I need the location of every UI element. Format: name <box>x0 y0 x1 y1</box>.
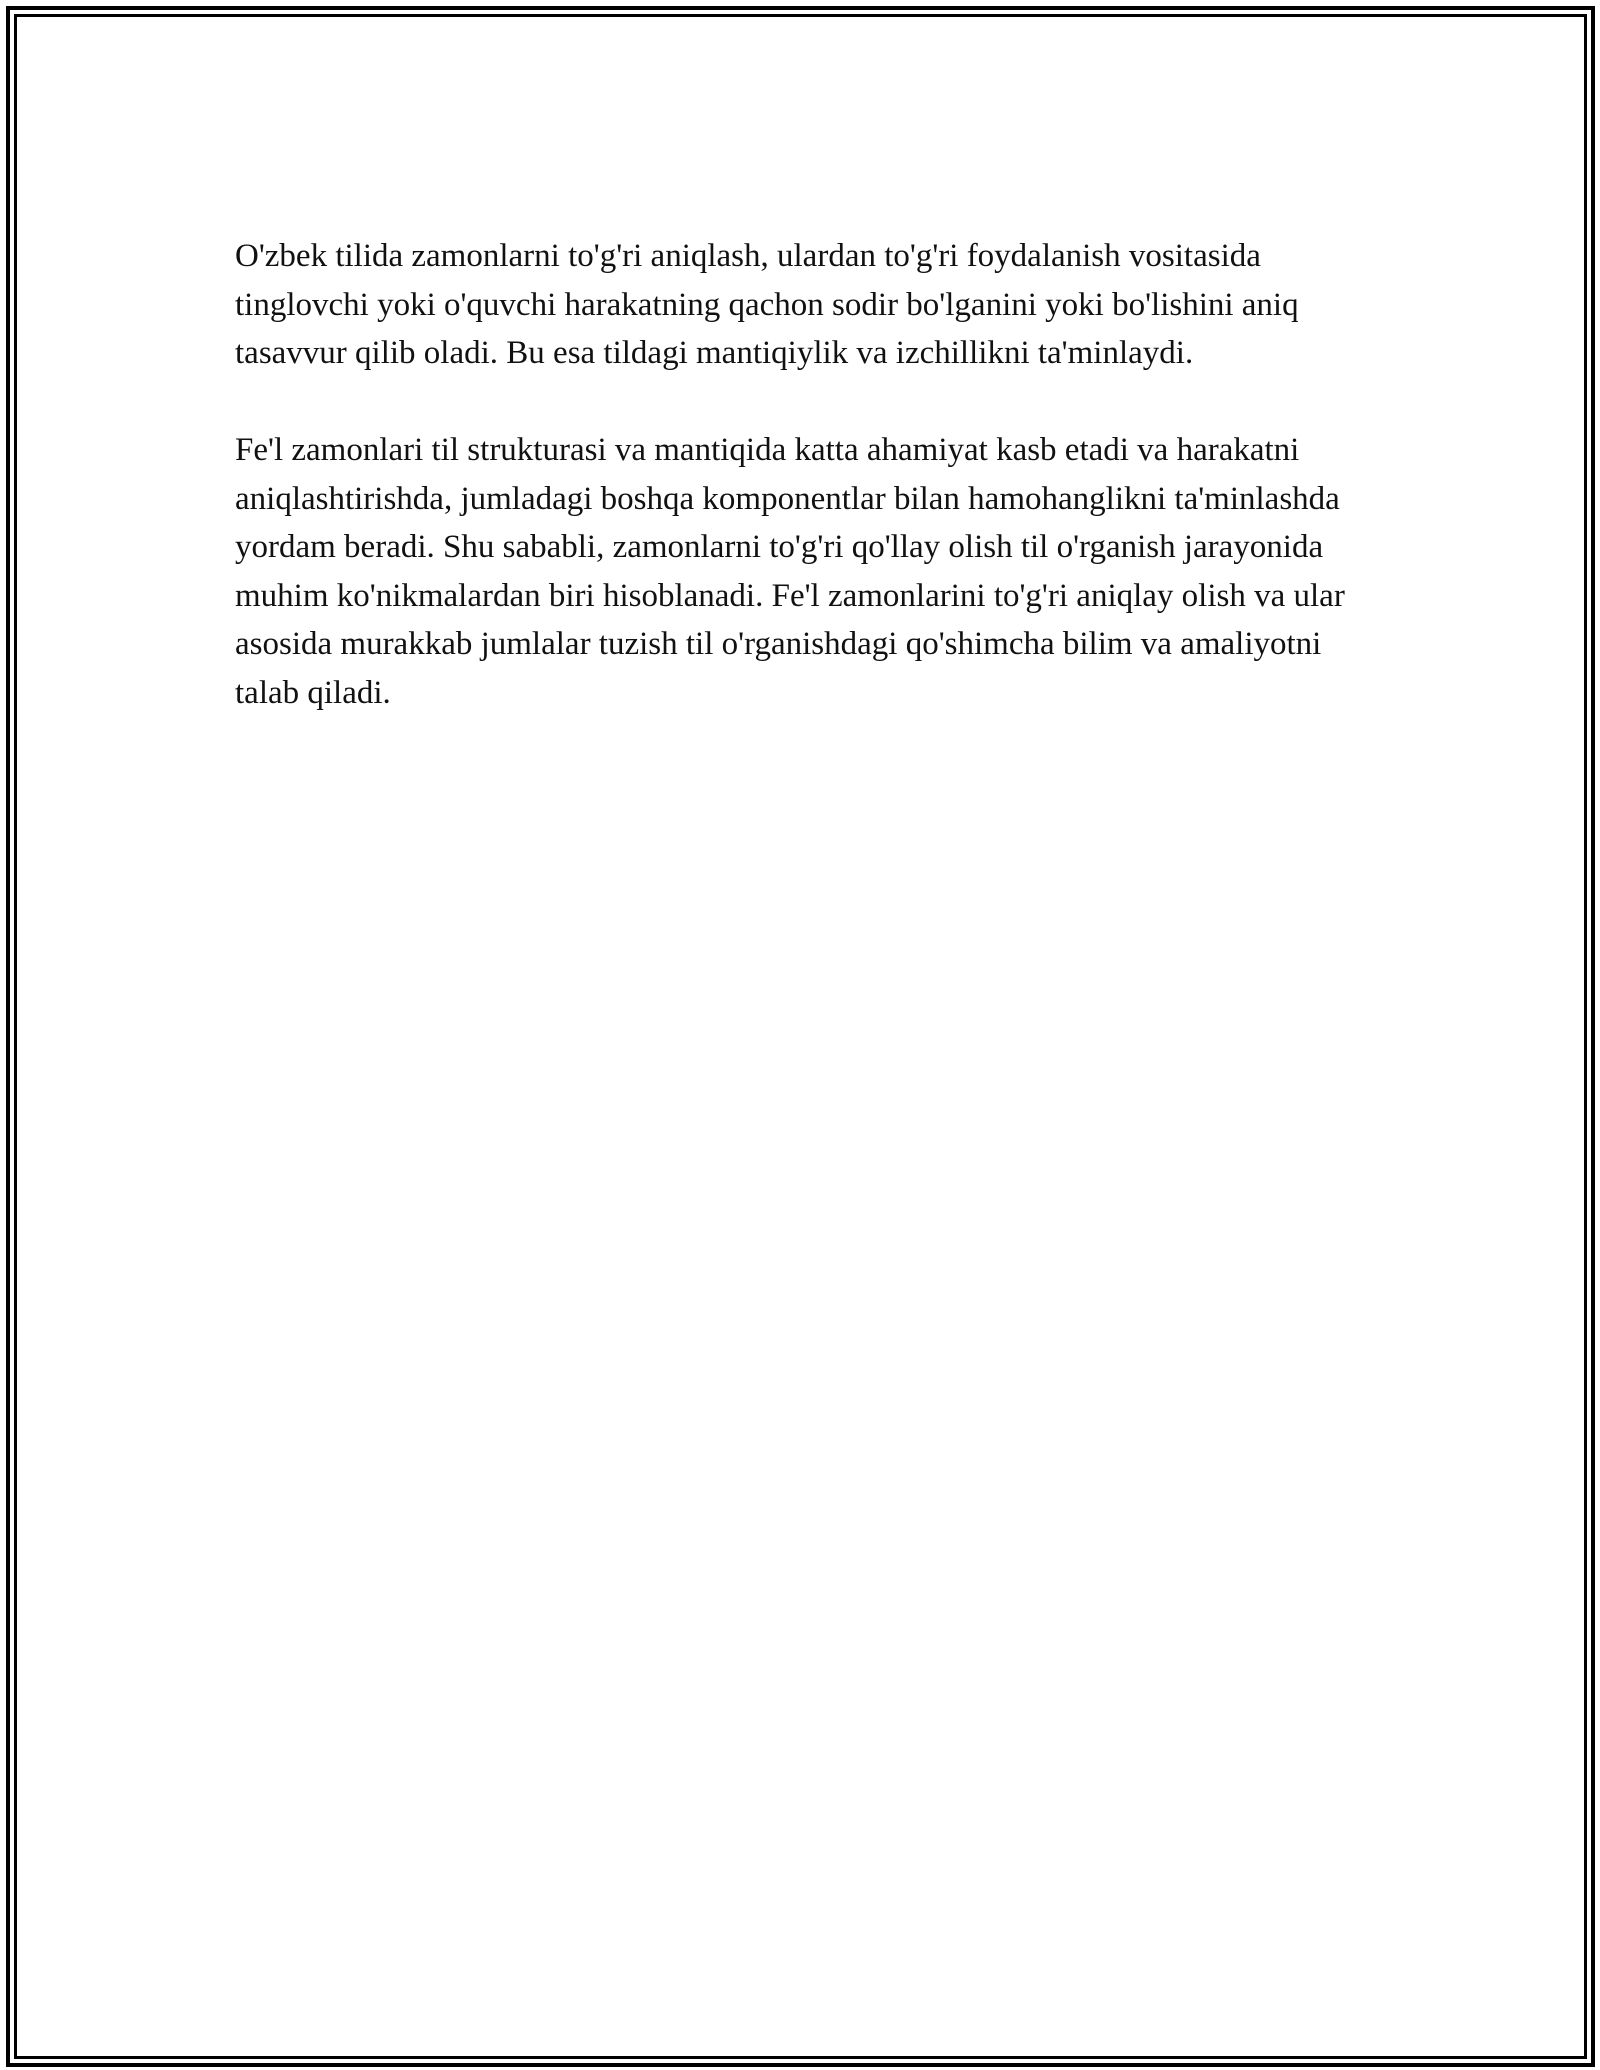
paragraph-2: Fe'l zamonlari til strukturasi va mantiqida katta ahamiyat kasb etadi va harakatni aniqlashtirishda, jumladagi boshqa komponentlar bilan hamohanglikni ta'minlashda yordam beradi. Shu sababli, zamonlarni to'g'ri qo'llay olish til o'rganish jarayonida muhim ko'nikmalardan biri hisoblanadi. Fe'l zamonlarini to'g'ri aniqlay olish va ular asosida murakkab jumlalar tuzish til o'rganishdagi qo'shimcha bilim va amaliyotni talab qiladi. <box>235 432 1345 711</box>
document-body <box>235 232 1375 717</box>
paragraph-1: O'zbek tilida zamonlarni to'g'ri aniqlash, ulardan to'g'ri foydalanish vositasida tinglovchi yoki o'quvchi harakatning qachon sodir bo'lganini yoki bo'lishini aniq tasavvur qilib oladi. Bu esa tildagi mantiqiylik va izchillikni ta'minlaydi. <box>235 238 1299 371</box>
